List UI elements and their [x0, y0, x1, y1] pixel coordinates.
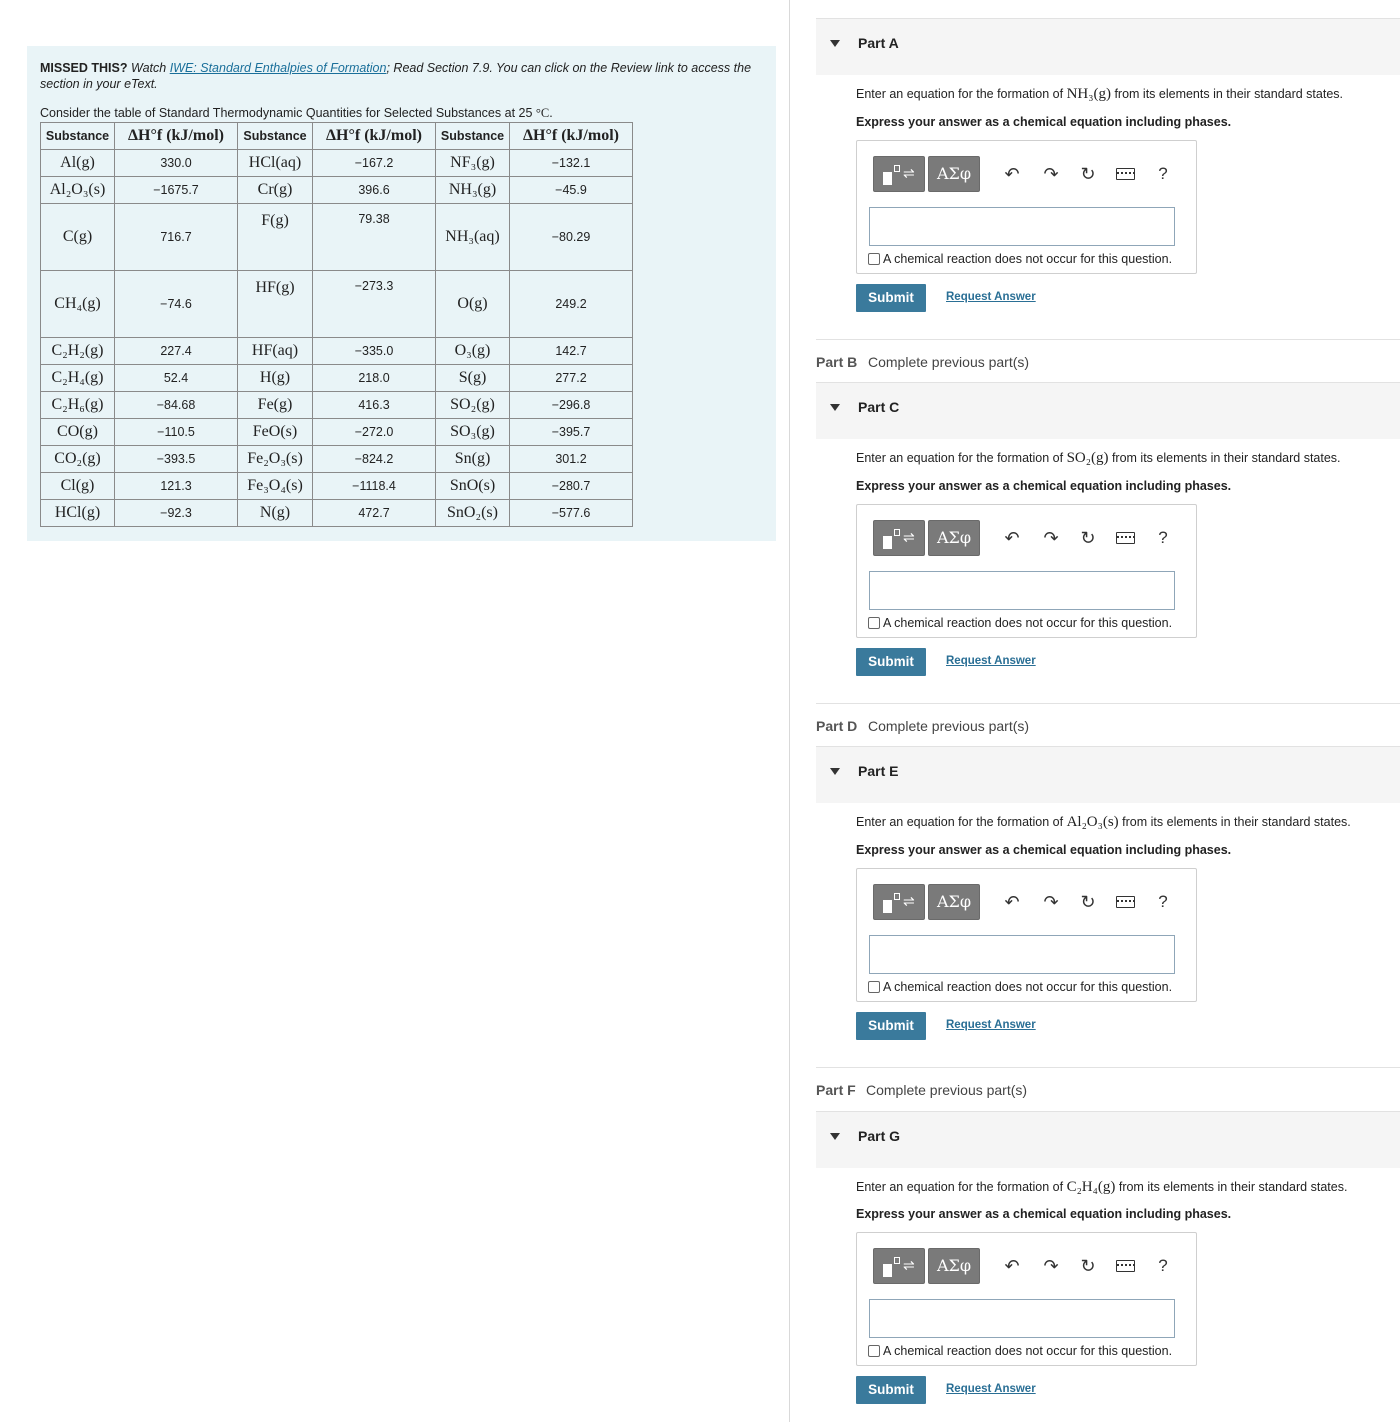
part-d-title: Part D — [816, 718, 858, 734]
species: Al₂O₃(s) — [1066, 814, 1119, 830]
math-toolbar — [873, 520, 1173, 556]
substance-cell: C(g) — [41, 204, 115, 271]
substance-cell: F(g) — [238, 204, 313, 271]
table-row — [41, 500, 633, 527]
triangle-down-icon[interactable] — [830, 40, 840, 47]
enthalpy-cell: −92.3 — [115, 500, 238, 527]
triangle-down-icon[interactable] — [830, 768, 840, 775]
part-b-note: Complete previous part(s) — [868, 354, 1030, 370]
no-reaction-label: A chemical reaction does not occur for this question. — [883, 252, 1173, 266]
triangle-down-icon[interactable] — [830, 1133, 840, 1140]
part-f-title: Part F — [816, 1082, 856, 1098]
enthalpy-cell: −80.29 — [510, 204, 633, 271]
enthalpy-cell: −824.2 — [313, 446, 436, 473]
enthalpy-cell: −296.8 — [510, 392, 633, 419]
submit-button[interactable]: Submit — [856, 1012, 926, 1040]
col-header: ΔH°f (kJ/mol) — [313, 123, 436, 150]
enthalpy-cell: 396.6 — [313, 177, 436, 204]
keyboard-icon[interactable] — [1113, 520, 1137, 556]
equation-input[interactable] — [869, 207, 1175, 246]
template-icon[interactable]: ⇌ — [873, 884, 925, 920]
part-e-header[interactable] — [816, 746, 1400, 803]
table-row — [41, 338, 633, 365]
redo-icon[interactable]: ↷ — [1043, 892, 1059, 912]
intro-end: . — [549, 106, 553, 120]
col-header: ΔH°f (kJ/mol) — [510, 123, 633, 150]
no-reaction-option[interactable] — [868, 616, 1172, 630]
substance-cell: O₃(g) — [436, 338, 510, 365]
help-icon[interactable]: ? — [1158, 528, 1168, 547]
part-e-prompt — [856, 814, 1351, 831]
substance-cell: CO₂(g) — [41, 446, 115, 473]
problem-panel — [27, 46, 776, 541]
part-g-header[interactable] — [816, 1111, 1400, 1168]
table-row — [41, 177, 633, 204]
table-intro — [40, 106, 763, 121]
table-row — [41, 204, 633, 271]
prompt-post: from its elements in their standard states. — [1111, 451, 1341, 465]
enthalpy-cell: −280.7 — [510, 473, 633, 500]
part-a-answer-box — [856, 140, 1197, 274]
part-a-title: Part A — [858, 35, 899, 51]
enthalpy-cell: 227.4 — [115, 338, 238, 365]
species: SO₂(g) — [1066, 450, 1109, 466]
substance-cell: Fe₃O₄(s) — [238, 473, 313, 500]
no-reaction-label: A chemical reaction does not occur for this question. — [883, 616, 1173, 630]
species: NH₃(g) — [1066, 86, 1111, 102]
redo-icon[interactable]: ↷ — [1043, 528, 1059, 548]
enthalpy-cell: −273.3 — [313, 271, 436, 338]
substance-cell: FeO(s) — [238, 419, 313, 446]
species: C₂H₄(g) — [1066, 1179, 1116, 1195]
substance-cell: SO₂(g) — [436, 392, 510, 419]
math-toolbar — [873, 156, 1173, 192]
equation-input[interactable] — [869, 1299, 1175, 1338]
col-header: Substance — [238, 123, 313, 150]
substance-cell: CO(g) — [41, 419, 115, 446]
part-e-express: Express your answer as a chemical equation including phases. — [856, 843, 1232, 857]
part-c-header[interactable] — [816, 382, 1400, 439]
substance-cell: HF(g) — [238, 271, 313, 338]
part-c-express: Express your answer as a chemical equation including phases. — [856, 479, 1232, 493]
part-b-row — [816, 339, 1400, 381]
table-row — [41, 419, 633, 446]
enthalpy-cell: −1675.7 — [115, 177, 238, 204]
substance-cell: CH₄(g) — [41, 271, 115, 338]
table-row — [41, 365, 633, 392]
request-answer-link[interactable]: Request Answer — [946, 655, 1036, 667]
missed-label: MISSED THIS? — [40, 61, 128, 75]
table-row — [41, 392, 633, 419]
substance-cell: C₂H₆(g) — [41, 392, 115, 419]
submit-button[interactable]: Submit — [856, 1376, 926, 1404]
prompt-pre: Enter an equation for the formation of — [856, 87, 1064, 101]
part-b-title: Part B — [816, 354, 858, 370]
enthalpy-cell: 218.0 — [313, 365, 436, 392]
part-e-answer-box — [856, 868, 1197, 1002]
enthalpy-cell: 301.2 — [510, 446, 633, 473]
table-row — [41, 271, 633, 338]
reset-icon[interactable]: ↻ — [1080, 892, 1096, 912]
enthalpy-cell: −395.7 — [510, 419, 633, 446]
enthalpy-cell: −335.0 — [313, 338, 436, 365]
substance-cell: HCl(aq) — [238, 150, 313, 177]
enthalpy-cell: 142.7 — [510, 338, 633, 365]
request-answer-link[interactable]: Request Answer — [946, 291, 1036, 303]
help-icon[interactable]: ? — [1158, 892, 1168, 911]
enthalpy-cell: 79.38 — [313, 204, 436, 271]
template-icon[interactable]: ⇌ — [873, 156, 925, 192]
help-icon[interactable]: ? — [1158, 164, 1168, 183]
prompt-pre: Enter an equation for the formation of — [856, 815, 1064, 829]
undo-icon[interactable]: ↶ — [1004, 1256, 1020, 1276]
equation-input[interactable] — [869, 571, 1175, 610]
keyboard-icon[interactable] — [1113, 156, 1137, 192]
intro-text: Consider the table of Standard Thermodynamic Quantities for Selected Substances at 25 — [40, 106, 533, 120]
enthalpy-cell: −393.5 — [115, 446, 238, 473]
math-toolbar — [873, 884, 1173, 920]
enthalpy-cell: 330.0 — [115, 150, 238, 177]
part-g-title: Part G — [858, 1128, 901, 1144]
undo-icon[interactable]: ↶ — [1004, 164, 1020, 184]
watch-text: Watch — [131, 61, 167, 75]
substance-cell: Fe(g) — [238, 392, 313, 419]
enthalpy-cell: 416.3 — [313, 392, 436, 419]
part-g-prompt — [856, 1179, 1347, 1196]
no-reaction-option[interactable] — [868, 980, 1172, 994]
enthalpy-cell: −577.6 — [510, 500, 633, 527]
undo-icon[interactable]: ↶ — [1004, 528, 1020, 548]
substance-cell: Cr(g) — [238, 177, 313, 204]
help-icon[interactable]: ? — [1158, 1256, 1168, 1275]
enthalpy-cell: 716.7 — [115, 204, 238, 271]
enthalpy-cell: −1118.4 — [313, 473, 436, 500]
greek-symbols-button[interactable]: ΑΣφ — [928, 156, 980, 192]
substance-cell: N(g) — [238, 500, 313, 527]
enthalpy-cell: −110.5 — [115, 419, 238, 446]
panel-divider — [789, 0, 790, 1422]
substance-cell: Sn(g) — [436, 446, 510, 473]
math-toolbar — [873, 1248, 1173, 1284]
enthalpy-cell: 52.4 — [115, 365, 238, 392]
part-a-prompt — [856, 86, 1343, 103]
table-row — [41, 150, 633, 177]
rest-text: ; Read Section 7.9. You can click on the Review link to access the section in your eText. — [40, 61, 752, 91]
part-e-title: Part E — [858, 763, 899, 779]
reset-icon[interactable]: ↻ — [1080, 1256, 1096, 1276]
substance-cell: NF₃(g) — [436, 150, 510, 177]
enthalpy-cell: −74.6 — [115, 271, 238, 338]
iwe-link[interactable]: IWE: Standard Enthalpies of Formation — [169, 61, 387, 75]
substance-cell: NH₃(aq) — [436, 204, 510, 271]
table-header-row — [41, 123, 633, 150]
template-icon[interactable]: ⇌ — [873, 1248, 925, 1284]
no-reaction-option[interactable] — [868, 252, 1172, 266]
undo-icon[interactable]: ↶ — [1004, 892, 1020, 912]
substance-cell: C₂H₄(g) — [41, 365, 115, 392]
part-g-answer-box — [856, 1232, 1197, 1366]
col-header: ΔH°f (kJ/mol) — [115, 123, 238, 150]
part-f-row — [816, 1067, 1400, 1109]
enthalpy-cell: −167.2 — [313, 150, 436, 177]
enthalpy-cell: −45.9 — [510, 177, 633, 204]
enthalpy-cell: −272.0 — [313, 419, 436, 446]
thermo-table — [40, 122, 633, 527]
part-f-note: Complete previous part(s) — [866, 1082, 1028, 1098]
substance-cell: Cl(g) — [41, 473, 115, 500]
part-a-express: Express your answer as a chemical equation including phases. — [856, 115, 1232, 129]
no-reaction-checkbox[interactable] — [868, 1345, 880, 1357]
part-c-prompt — [856, 450, 1341, 467]
enthalpy-cell: 249.2 — [510, 271, 633, 338]
substance-cell: NH₃(g) — [436, 177, 510, 204]
enthalpy-cell: 121.3 — [115, 473, 238, 500]
no-reaction-checkbox[interactable] — [868, 253, 880, 265]
equation-input[interactable] — [869, 935, 1175, 974]
substance-cell: SnO(s) — [436, 473, 510, 500]
no-reaction-checkbox[interactable] — [868, 981, 880, 993]
no-reaction-label: A chemical reaction does not occur for this question. — [883, 1344, 1173, 1358]
part-g-express: Express your answer as a chemical equation including phases. — [856, 1207, 1232, 1221]
submit-button[interactable]: Submit — [856, 648, 926, 676]
request-answer-link[interactable]: Request Answer — [946, 1019, 1036, 1031]
part-a-header[interactable] — [816, 18, 1400, 75]
reset-icon[interactable]: ↻ — [1080, 164, 1096, 184]
triangle-down-icon[interactable] — [830, 404, 840, 411]
substance-cell: C₂H₂(g) — [41, 338, 115, 365]
substance-cell: Al₂O₃(s) — [41, 177, 115, 204]
substance-cell: SnO₂(s) — [436, 500, 510, 527]
redo-icon[interactable]: ↷ — [1043, 1256, 1059, 1276]
col-header: Substance — [41, 123, 115, 150]
prompt-pre: Enter an equation for the formation of — [856, 451, 1064, 465]
table-row — [41, 446, 633, 473]
substance-cell: Fe₂O₃(s) — [238, 446, 313, 473]
missed-this-text — [40, 60, 763, 92]
part-c-title: Part C — [858, 399, 900, 415]
prompt-post: from its elements in their standard states. — [1114, 87, 1344, 101]
reset-icon[interactable]: ↻ — [1080, 528, 1096, 548]
substance-cell: S(g) — [436, 365, 510, 392]
no-reaction-label: A chemical reaction does not occur for this question. — [883, 980, 1173, 994]
keyboard-icon[interactable] — [1113, 1248, 1137, 1284]
table-row — [41, 473, 633, 500]
greek-symbols-button[interactable]: ΑΣφ — [928, 1248, 980, 1284]
redo-icon[interactable]: ↷ — [1043, 164, 1059, 184]
greek-symbols-button[interactable]: ΑΣφ — [928, 520, 980, 556]
substance-cell: H(g) — [238, 365, 313, 392]
part-c-answer-box — [856, 504, 1197, 638]
col-header: Substance — [436, 123, 510, 150]
part-d-row — [816, 703, 1400, 745]
prompt-post: from its elements in their standard states. — [1122, 815, 1351, 829]
submit-button[interactable]: Submit — [856, 284, 926, 312]
greek-symbols-button[interactable]: ΑΣφ — [928, 884, 980, 920]
template-icon[interactable]: ⇌ — [873, 520, 925, 556]
part-d-note: Complete previous part(s) — [868, 718, 1030, 734]
request-answer-link[interactable]: Request Answer — [946, 1383, 1036, 1395]
substance-cell: SO₃(g) — [436, 419, 510, 446]
enthalpy-cell: 277.2 — [510, 365, 633, 392]
prompt-pre: Enter an equation for the formation of — [856, 1180, 1064, 1194]
substance-cell: HCl(g) — [41, 500, 115, 527]
no-reaction-checkbox[interactable] — [868, 617, 880, 629]
no-reaction-option[interactable] — [868, 1344, 1172, 1358]
enthalpy-cell: −84.68 — [115, 392, 238, 419]
substance-cell: HF(aq) — [238, 338, 313, 365]
enthalpy-cell: 472.7 — [313, 500, 436, 527]
intro-unit: °C — [535, 106, 550, 120]
enthalpy-cell: −132.1 — [510, 150, 633, 177]
substance-cell: O(g) — [436, 271, 510, 338]
keyboard-icon[interactable] — [1113, 884, 1137, 920]
substance-cell: Al(g) — [41, 150, 115, 177]
prompt-post: from its elements in their standard states. — [1118, 1180, 1348, 1194]
